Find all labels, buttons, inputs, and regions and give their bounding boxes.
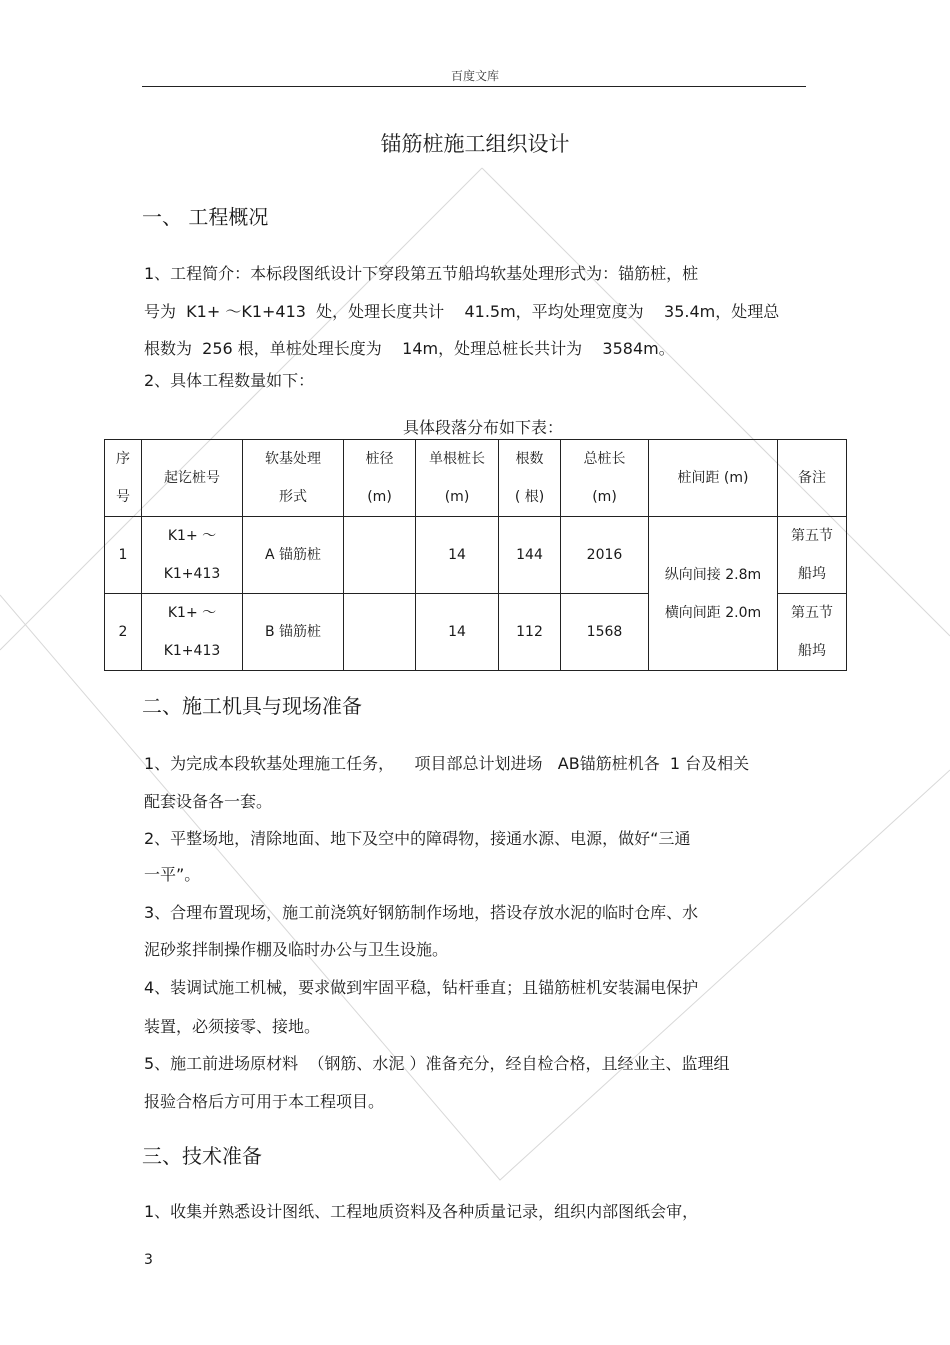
cell-station: K1+ ～ K1+413 xyxy=(142,517,243,594)
cell-total-length: 1568 xyxy=(561,594,649,671)
table-caption: 具体段落分布如下表： xyxy=(402,418,563,437)
paragraph-line: 泥砂浆拌制操作棚及临时办公与卫生设施。 xyxy=(144,940,449,959)
paragraph-line: 号为 K1+ ～K1+413 处，处理长度共计 41.5m，平均处理宽度为 35.4m，处理总 xyxy=(144,302,780,321)
header-seq: 序 号 xyxy=(105,440,142,517)
cell-single-length: 14 xyxy=(416,517,499,594)
paragraph-line: 1、为完成本段软基处理施工任务， 项目部总计划进场 AB锚筋桩机各 1 台及相关 xyxy=(144,754,750,773)
header-spacing: 桩间距 (m) xyxy=(649,440,778,517)
pile-distribution-table xyxy=(104,439,847,671)
header-remark: 备注 xyxy=(778,440,847,517)
cell-spacing-merged: 纵向间接 2.8m 横向间距 2.0m xyxy=(649,517,778,671)
cell-seq: 2 xyxy=(105,594,142,671)
paragraph-line: 一平”。 xyxy=(144,865,201,884)
page-number: 3 xyxy=(144,1252,153,1268)
header-diameter: 桩径 (m) xyxy=(344,440,416,517)
table-header-row xyxy=(105,440,847,517)
paragraph-line: 1、收集并熟悉设计图纸、工程地质资料及各种质量记录，组织内部图纸会审， xyxy=(144,1202,699,1221)
header-treatment: 软基处理 形式 xyxy=(243,440,344,517)
header-station: 起讫桩号 xyxy=(142,440,243,517)
table-row xyxy=(105,517,847,594)
cell-diameter xyxy=(344,594,416,671)
section-heading-overview: 一、 工程概况 xyxy=(142,205,269,229)
cell-treatment: A 锚筋桩 xyxy=(243,517,344,594)
cell-count: 112 xyxy=(499,594,561,671)
cell-single-length: 14 xyxy=(416,594,499,671)
section-heading-preparation: 二、施工机具与现场准备 xyxy=(142,694,362,718)
paragraph-line: 装置，必须接零、接地。 xyxy=(144,1017,321,1036)
paragraph-line: 1、工程简介：本标段图纸设计下穿段第五节船坞软基处理形式为：锚筋桩，桩 xyxy=(144,264,699,283)
cell-count: 144 xyxy=(499,517,561,594)
cell-treatment: B 锚筋桩 xyxy=(243,594,344,671)
paragraph-line: 配套设备各一套。 xyxy=(144,792,273,811)
paragraph-line: 5、施工前进场原材料 （钢筋、水泥 ）准备充分，经自检合格，且经业主、监理组 xyxy=(144,1054,730,1073)
section-heading-technical: 三、技术准备 xyxy=(142,1144,262,1168)
cell-diameter xyxy=(344,517,416,594)
header-single-length: 单根桩长 (m) xyxy=(416,440,499,517)
header-site-label: 百度文库 xyxy=(450,69,499,83)
header-count: 根数 ( 根) xyxy=(499,440,561,517)
cell-remark: 第五节 船坞 xyxy=(778,517,847,594)
paragraph-line: 2、平整场地，清除地面、地下及空中的障碍物，接通水源、电源，做好“三通 xyxy=(144,829,691,848)
paragraph-line: 4、装调试施工机械，要求做到牢固平稳，钻杆垂直；且锚筋桩机安装漏电保护 xyxy=(144,978,699,997)
paragraph-line: 报验合格后方可用于本工程项目。 xyxy=(144,1092,385,1111)
cell-remark: 第五节 船坞 xyxy=(778,594,847,671)
paragraph-line: 3、合理布置现场，施工前浇筑好钢筋制作场地，搭设存放水泥的临时仓库、水 xyxy=(144,903,699,922)
cell-total-length: 2016 xyxy=(561,517,649,594)
cell-station: K1+ ～ K1+413 xyxy=(142,594,243,671)
cell-seq: 1 xyxy=(105,517,142,594)
header-total-length: 总桩长 (m) xyxy=(561,440,649,517)
document-title: 锚筋桩施工组织设计 xyxy=(380,132,570,156)
paragraph-line: 根数为 256 根，单桩处理长度为 14m，处理总桩长共计为 3584m。 xyxy=(144,339,675,358)
header-rule xyxy=(142,86,806,87)
paragraph-line: 2、具体工程数量如下： xyxy=(144,371,315,390)
